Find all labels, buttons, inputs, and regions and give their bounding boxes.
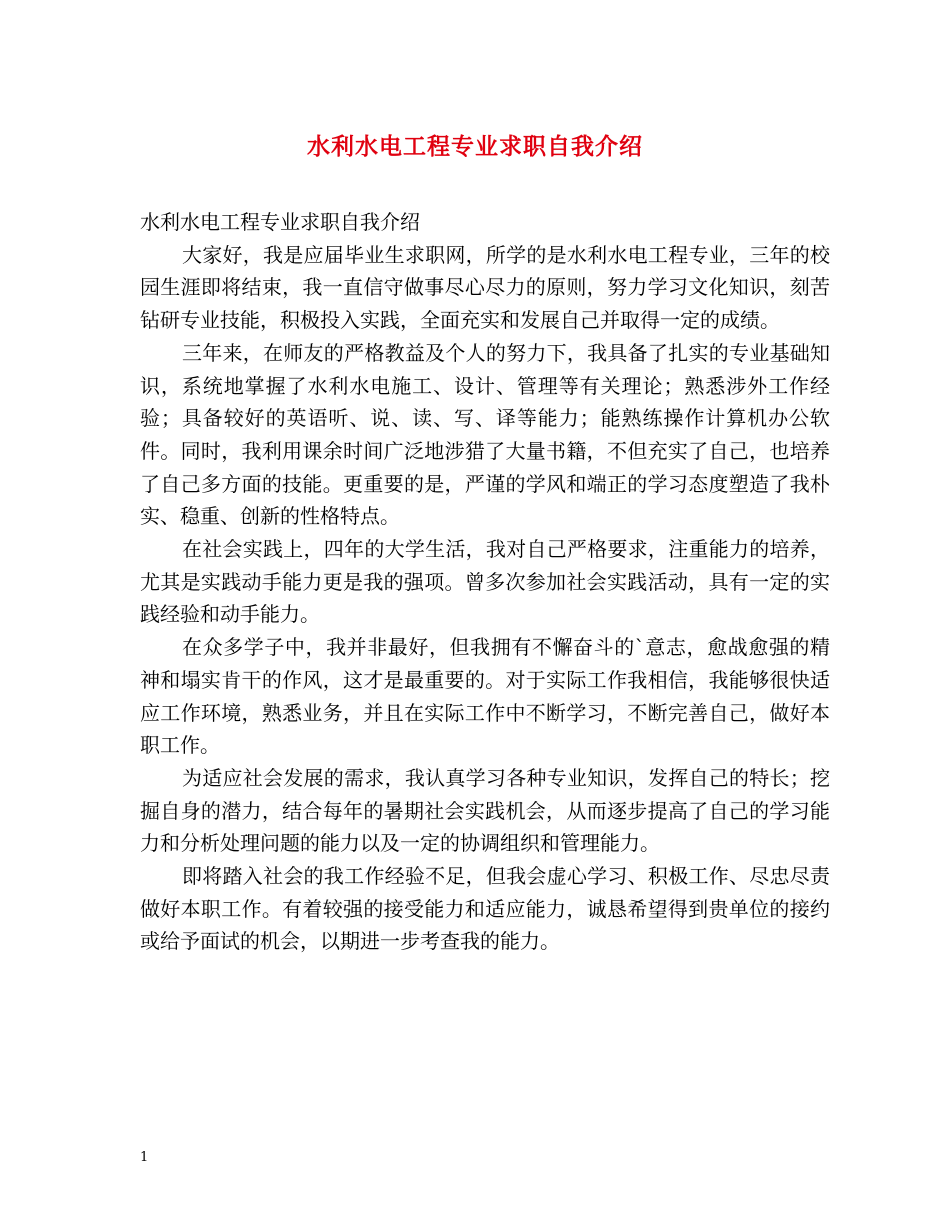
paragraph-intro: 大家好，我是应届毕业生求职网，所学的是水利水电工程专业，三年的校园生涯即将结束，我一直信守做事尽心尽力的原则，努力学习文化知识，刻苦钻研专业技能，积极投入实践，全面充实和发展自己并取得一定的成绩。 [140,242,830,333]
document-subtitle: 水利水电工程专业求职自我介绍 [140,210,420,234]
document-title: 水利水电工程专业求职自我介绍 [307,133,643,160]
document-body [140,206,830,958]
paragraph-closing: 即将踏入社会的我工作经验不足，但我会虚心学习、积极工作、尽忠尽责做好本职工作。有着较强的接受能力和适应能力，诚恳希望得到贵单位的接约或给予面试的机会，以期进一步考查我的能力。 [140,864,830,954]
paragraph-education: 三年来，在师友的严格教益及个人的努力下，我具备了扎实的专业基础知识，系统地掌握了水利水电施工、设计、管理等有关理论；熟悉涉外工作经验；具备较好的英语听、说、读、写、译等能力；能熟练操作计算机办公软件。同时，我利用课余时间广泛地涉猎了大量书籍，不但充实了自己，也培养了自己多方面的技能。更重要的是，严谨的学风和端正的学习态度塑造了我朴实、稳重、创新的性格特点。 [140,340,830,529]
paragraph-practice: 在社会实践上，四年的大学生活，我对自己严格要求，注重能力的培养，尤其是实践动手能力更是我的强项。曾多次参加社会实践活动，具有一定的实践经验和动手能力。 [140,537,830,627]
paragraph-character: 在众多学子中，我并非最好，但我拥有不懈奋斗的`意志，愈战愈强的精神和塌实肯干的作风，这才是最重要的。对于实际工作我相信，我能够很快适应工作环境，熟悉业务，并且在实际工作中不断学习，不断完善自己，做好本职工作。 [140,635,830,758]
page-number: 1 [140,1150,149,1165]
paragraph-development: 为适应社会发展的需求，我认真学习各种专业知识，发挥自己的特长；挖掘自身的潜力，结合每年的暑期社会实践机会，从而逐步提高了自己的学习能力和分析处理问题的能力以及一定的协调组织和管理能力。 [140,765,830,856]
